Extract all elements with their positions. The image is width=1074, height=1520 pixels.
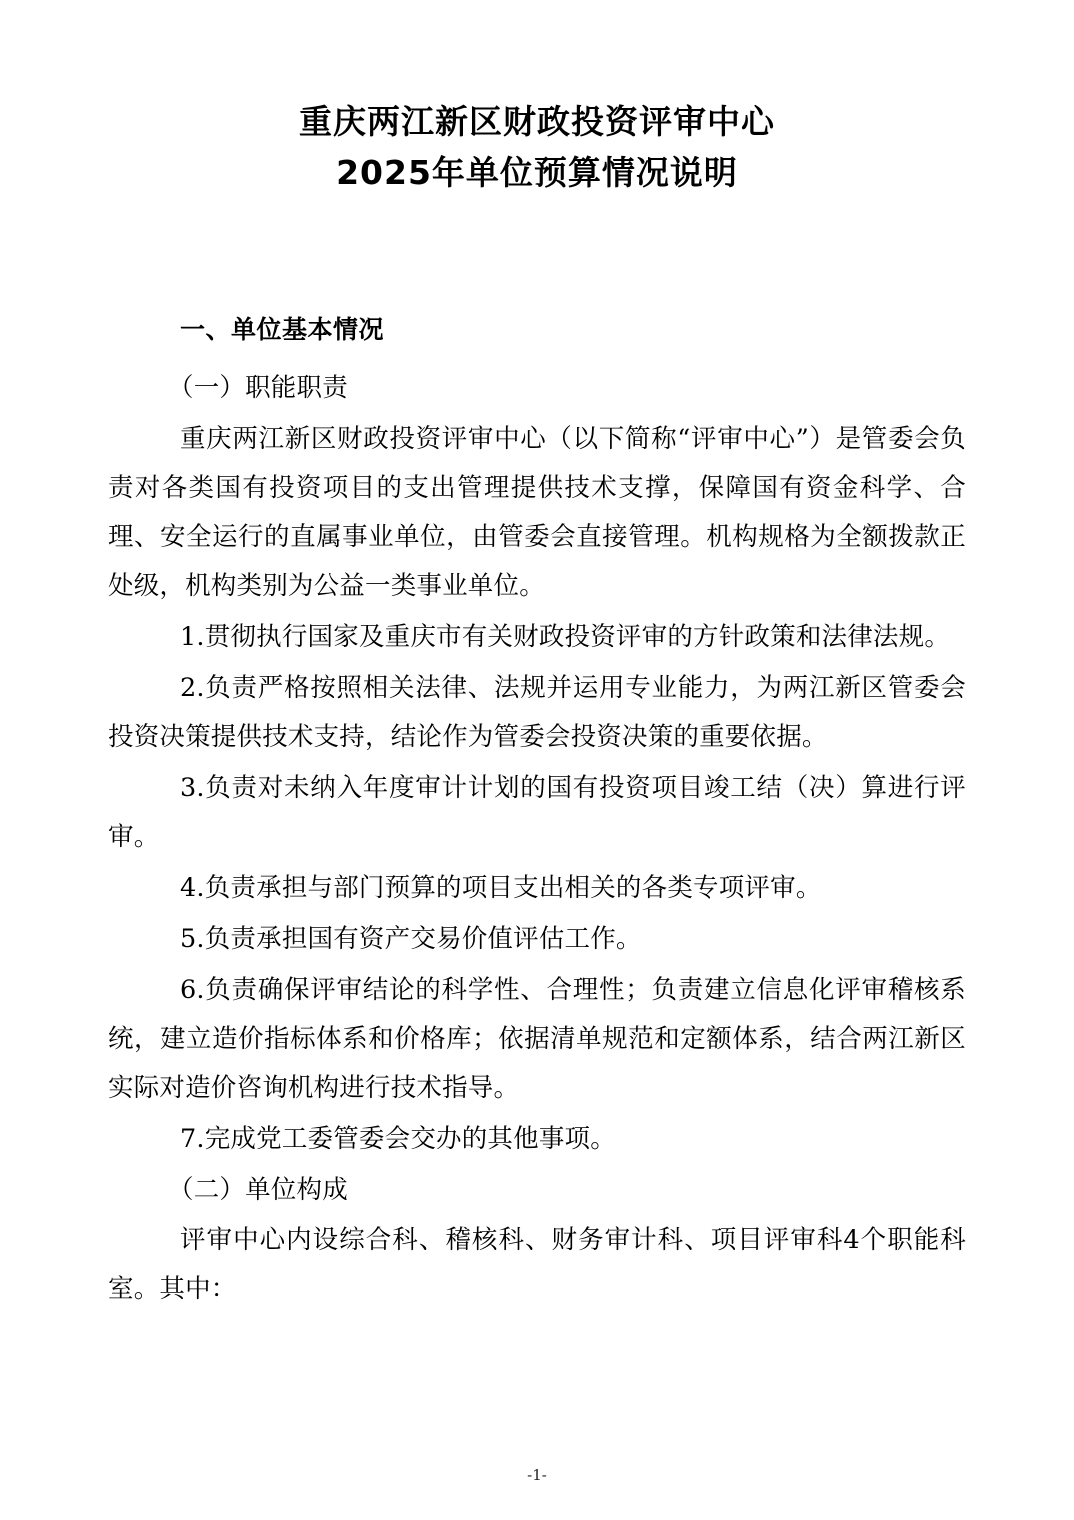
page-number: -1- bbox=[527, 1466, 547, 1484]
paragraph-duty-3: 3.负责对未纳入年度审计计划的国有投资项目竣工结（决）算进行评审。 bbox=[108, 772, 966, 852]
paragraph-duty-7: 7.完成党工委管委会交办的其他事项。 bbox=[180, 1123, 616, 1154]
paragraph-composition: 评审中心内设综合科、稽核科、财务审计科、项目评审科4个职能科室。其中： bbox=[108, 1225, 966, 1305]
subsection-heading-composition: （二）单位构成 bbox=[168, 1174, 348, 1205]
title-spacer bbox=[108, 198, 966, 310]
paragraph-duty-5: 5.负责承担国有资产交易价值评估工作。 bbox=[180, 923, 642, 954]
document-title-line-2: 2025年单位预算情况说明 bbox=[336, 153, 738, 193]
document-title bbox=[108, 96, 966, 198]
paragraph-duty-2: 2.负责严格按照相关法律、法规并运用专业能力，为两江新区管委会投资决策提供技术支持，结论作为管委会投资决策的重要依据。 bbox=[108, 673, 966, 752]
document-title-line-1: 重庆两江新区财政投资评审中心 bbox=[299, 102, 775, 141]
paragraph-duty-4: 4.负责承担与部门预算的项目支出相关的各类专项评审。 bbox=[180, 872, 822, 903]
paragraph-intro: 重庆两江新区财政投资评审中心（以下简称“评审中心”）是管委会负责对各类国有投资项目的支出管理提供技术支撑，保障国有资金科学、合理、安全运行的直属事业单位，由管委会直接管理。机构规格为全额拨款正处级，机构类别为公益一类事业单位。 bbox=[108, 424, 966, 602]
subsection-heading-duties: （一）职能职责 bbox=[168, 373, 348, 404]
section-heading-basic-info: 一、单位基本情况 bbox=[180, 315, 385, 345]
paragraph-duty-6: 6.负责确保评审结论的科学性、合理性；负责建立信息化评审稽核系统，建立造价指标体系和价格库；依据清单规范和定额体系，结合两江新区实际对造价咨询机构进行技术指导。 bbox=[108, 974, 966, 1103]
paragraph-duty-1: 1.贯彻执行国家及重庆市有关财政投资评审的方针政策和法律法规。 bbox=[180, 622, 951, 653]
document-body bbox=[108, 0, 966, 1316]
